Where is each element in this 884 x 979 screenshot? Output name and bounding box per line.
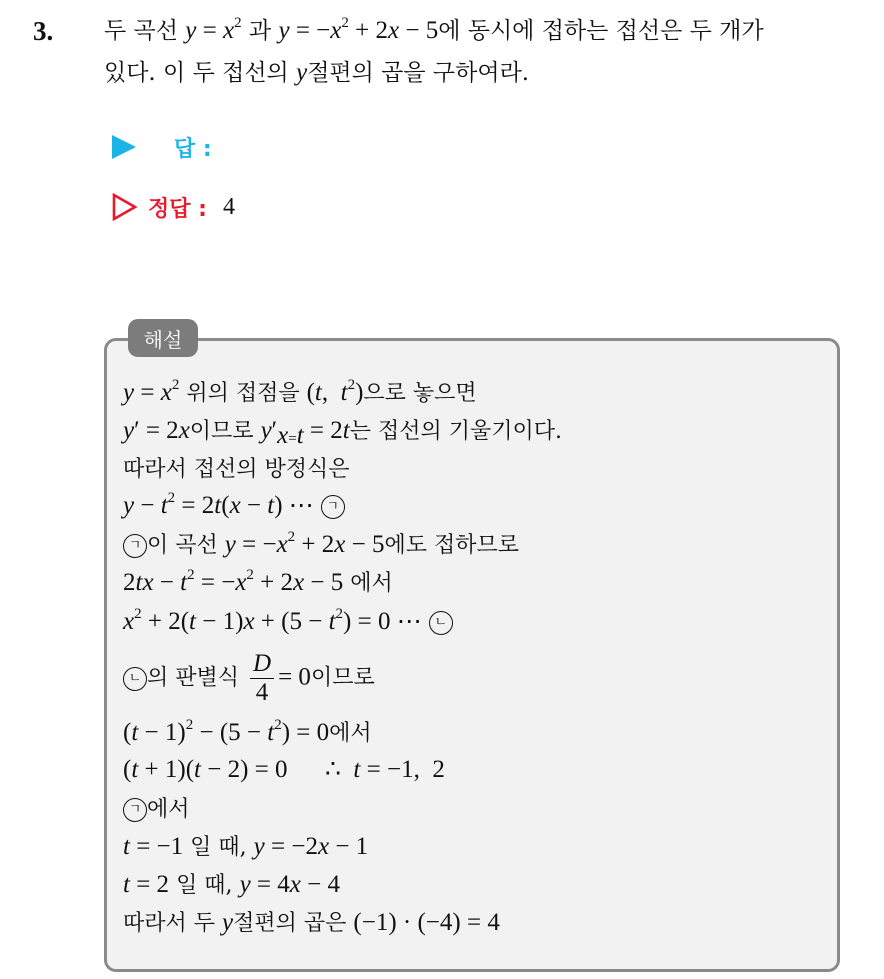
solution-title: 해설 [128,319,198,357]
solution-line: $x^2 + 2(t - 1)x + (5 - t^2) = 0$ ⋯ ㄴ [123,606,453,636]
correct-answer-row [112,190,235,224]
solution-line: $2tx - t^2 = -x^2 + 2x - 5$ 에서 [123,566,393,596]
answer-row [112,130,212,164]
solution-line: $y - t^2 = 2t(x - t)$ ⋯ ㄱ [123,490,345,520]
solution-line: ㄱ 이 곡선 $y = -x^2 + 2x - 5$에도 접하므로 [123,528,519,559]
correct-answer-label: 정답 : [148,196,207,222]
circle-giyeok-icon: ㄱ [321,495,345,519]
math-expression: $y = x^2$ [185,14,242,44]
circle-nieun-icon: ㄴ [123,667,147,691]
question-number: 3. [33,16,54,46]
solution-line: t = 2 일 때, y = 4x − 4 [123,871,340,898]
play-arrow-icon [112,135,136,159]
solution-line: $(t - 1)^2 - (5 - t^2) = 0$에서 [123,716,372,746]
circle-nieun-icon: ㄴ [429,611,453,635]
solution-line: ㄱ 에서 [123,792,190,823]
solution-line: ㄴ 의 판별식 $\frac{D}{4}$ = 0이므로 [123,650,375,707]
question-line-1 [104,16,764,46]
solution-line: (t + 1)(t − 2) = 0 ∴ t = −1, 2 [123,756,445,783]
solution-line: 따라서 두 y절편의 곱은 (−1) · (−4) = 4 [123,909,500,936]
outline-arrow-icon [112,193,138,221]
question-text: 있다. 이 두 접선의 [104,60,289,86]
solution-line: y′ = 2x이므로 $y'_{x=t} = 2t$는 접선의 기울기이다. [123,417,562,450]
circle-giyeok-icon: ㄱ [123,534,147,558]
question-text: 과 [248,18,272,44]
correct-answer-value: 4 [222,193,235,220]
solution-line: $y = x^2$ 위의 접점을 (t, $t^2$)으로 놓으면 [123,376,477,406]
math-expression: $y = -x^2 + 2x - 5$ [278,14,439,44]
question-text: 절편의 곱을 구하여라. [307,60,530,86]
circle-giyeok-icon: ㄱ [123,798,147,822]
solution-line: 따라서 접선의 방정식은 [123,457,350,482]
solution-line: t = −1 일 때, y = −2x − 1 [123,833,369,860]
fraction: $\frac{D}{4}$ [250,650,274,707]
math-variable: y [296,59,308,86]
answer-label: 답 : [174,136,212,162]
question-line-2 [104,58,529,88]
question-text: 에 동시에 접하는 접선은 두 개가 [438,18,764,44]
question-text: 두 곡선 [104,18,178,44]
